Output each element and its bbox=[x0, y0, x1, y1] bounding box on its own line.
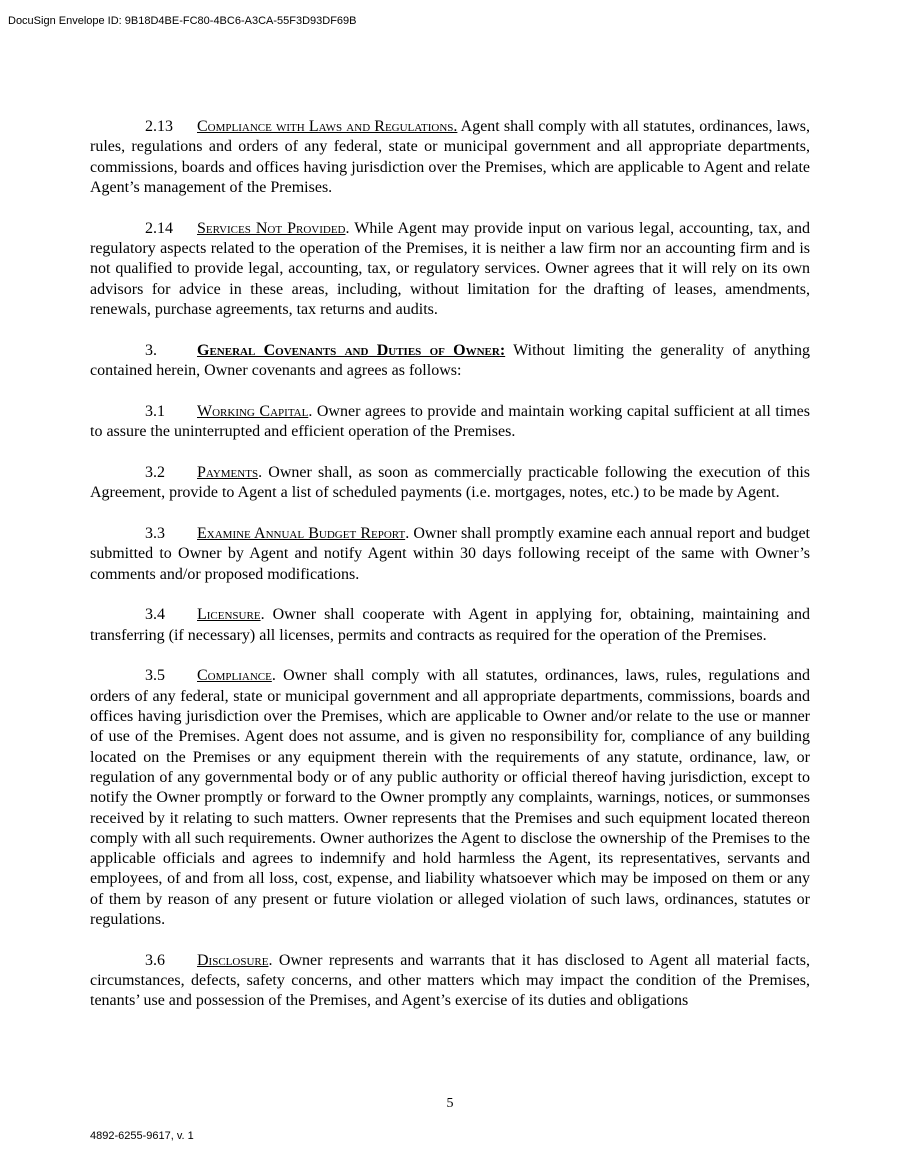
page-number: 5 bbox=[446, 1096, 454, 1111]
section-3-5 bbox=[90, 666, 810, 930]
section-3 bbox=[90, 341, 810, 382]
section-number: 2.14 bbox=[145, 219, 173, 237]
section-text: . While Agent may provide input on various legal, accounting, tax, and regulatory aspects related to the operation of the Premises, it is neither a law firm nor an accounting firm and is not qualified to provide legal, accounting, tax, or regulatory services. Owner agrees that it will rely on its own advisors for advice in these areas, including, without limitation for the drafting of leases, amendments, renewals, purchase agreements, tax returns and audits. bbox=[90, 219, 811, 318]
section-3-4 bbox=[90, 605, 810, 646]
section-3-3 bbox=[90, 524, 810, 585]
section-text: . Owner represents and warrants that it has disclosed to Agent all material facts, circumstances, defects, safety concerns, and other matters which may impact the condition of the Premises, tenants’ use and possession of the Premises, and Agent’s exercise of its duties and obligations bbox=[90, 951, 810, 1010]
section-heading: Compliance bbox=[197, 667, 272, 685]
section-number: 2.13 bbox=[145, 118, 173, 135]
section-text: Agent shall comply with all statutes, ordinances, laws, rules, regulations and orders of any federal, state or municipal government and all appropriate departments, commissions, boards and offices having jurisdiction over the Premises, which are applicable to Agent and relate Agent’s management of the Premises. bbox=[90, 118, 810, 196]
section-heading: Compliance with Laws and Regulations. bbox=[197, 118, 458, 135]
document-body bbox=[90, 117, 810, 1032]
section-heading: Disclosure bbox=[197, 951, 269, 969]
section-heading: Payments bbox=[197, 463, 259, 481]
section-number: 3.1 bbox=[145, 402, 165, 420]
section-2-13 bbox=[90, 117, 810, 198]
section-text: . Owner shall comply with all statutes, ordinances, laws, rules, regulations and orders of any federal, state or municipal government and all appropriate departments, commissions, boards and offices having jurisdiction over the Premises, which are applicable to Owner and/or relate to the use or manner of use of the Premises. Agent does not assume, and is given no responsibility for, compliance of any building located on the Premises or any equipment therein with the requirements of any statute, ordinance, law, or regulation of any governmental body or of any public authority or official thereof having jurisdiction, except to notify the Owner promptly or forward to the Owner promptly any complaints, warnings, notices, or summonses received by it relating to such matters. Owner represents that the Premises and such equipment located thereon comply with all such requirements. Owner authorizes the Agent to disclose the ownership of the Premises to the applicable officials and agrees to indemnify and hold harmless the Agent, its representatives, servants and employees, of and from all loss, cost, expense, and liability whatsoever which may be imposed on them or any of them by reason of any present or future violation or alleged violation of such laws, ordinances, statutes or regulations. bbox=[90, 667, 810, 928]
section-3-6 bbox=[90, 951, 810, 1012]
section-text: . Owner shall, as soon as commercially practicable following the execution of this Agreement, provide to Agent a list of scheduled payments (i.e. mortgages, notes, etc.) to be made by Agent. bbox=[90, 463, 810, 502]
section-heading: Examine Annual Budget Report bbox=[197, 524, 406, 542]
section-number: 3.4 bbox=[145, 606, 165, 624]
section-heading: General Covenants and Duties of Owner: bbox=[197, 341, 506, 359]
section-number: 3. bbox=[145, 341, 157, 359]
section-number: 3.5 bbox=[145, 667, 165, 685]
section-text: Without limiting the generality of anything contained herein, Owner covenants and agrees as follows: bbox=[90, 341, 810, 379]
document-id: 4892-6255-9617, v. 1 bbox=[90, 1130, 194, 1142]
section-2-14 bbox=[90, 219, 810, 320]
section-3-1 bbox=[90, 402, 810, 443]
section-heading: Services Not Provided bbox=[197, 219, 346, 237]
section-number: 3.3 bbox=[145, 524, 165, 542]
section-heading: Working Capital bbox=[197, 402, 309, 420]
section-number: 3.2 bbox=[145, 463, 165, 481]
docusign-envelope-id: DocuSign Envelope ID: 9B18D4BE-FC80-4BC6-A3CA-55F3D93DF69B bbox=[8, 15, 357, 27]
section-heading: Licensure bbox=[197, 606, 261, 624]
section-3-2 bbox=[90, 463, 810, 504]
section-number: 3.6 bbox=[145, 951, 165, 969]
section-text: . Owner agrees to provide and maintain working capital sufficient at all times to assure the uninterrupted and efficient operation of the Premises. bbox=[90, 402, 810, 441]
section-text: . Owner shall cooperate with Agent in applying for, obtaining, maintaining and transferring (if necessary) all licenses, permits and contracts as required for the operation of the Premises. bbox=[90, 606, 810, 644]
section-text: . Owner shall promptly examine each annual report and budget submitted to Owner by Agent and notify Agent within 30 days following receipt of the same with Owner’s comments and/or proposed modifications. bbox=[90, 524, 810, 583]
